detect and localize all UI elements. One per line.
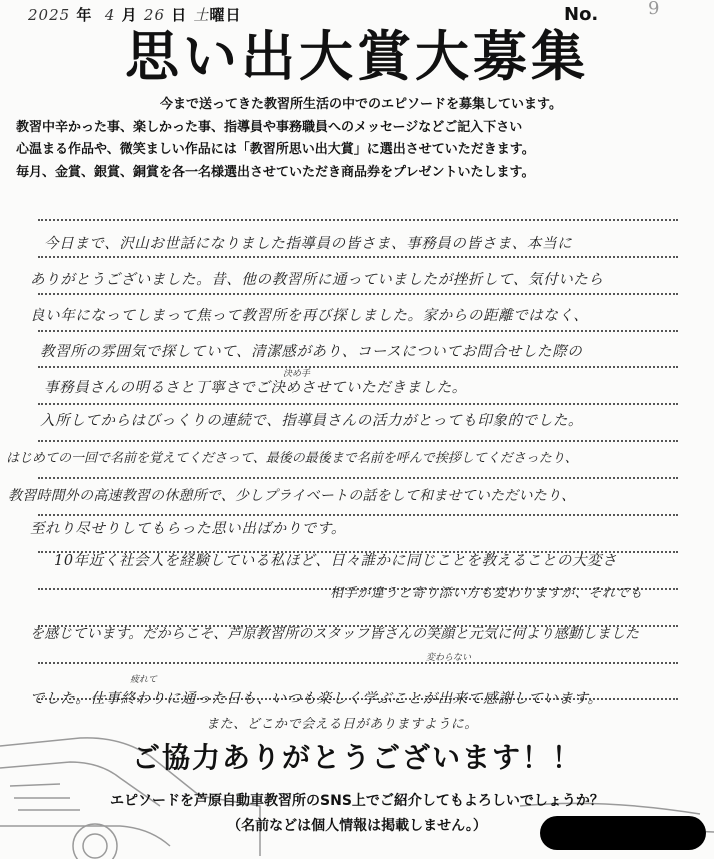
- handwritten-line: はじめての一回で名前を覚えてくださって、最後の最後まで名前を呼んで挨拶してくださったり、: [6, 451, 578, 466]
- writing-rule: [38, 662, 678, 664]
- writing-rule: [38, 219, 678, 221]
- writing-rule: [38, 366, 678, 368]
- date-weekday: 土: [193, 6, 210, 24]
- date-day: 26: [143, 6, 166, 24]
- writing-rule: [38, 293, 678, 295]
- handwritten-line: 教習所の雰囲気で探していて、清潔感があり、コースについてお問合せした際の: [40, 344, 583, 360]
- writing-rule: [38, 477, 678, 479]
- annotation-kawaranai: 変わらない: [426, 653, 472, 663]
- handwritten-line: 今日まで、沢山お世話になりました指導員の皆さま、事務員の皆さま、本当に: [44, 236, 573, 252]
- intro-text: [16, 94, 706, 184]
- date-month-kanji: 月: [121, 6, 138, 24]
- date-year-kanji: 年: [76, 6, 93, 24]
- handwritten-line: でした。仕事終わりに通った日も、いつも楽しく学ぶことが出来て感謝しています。: [30, 691, 603, 707]
- writing-rule: [38, 440, 678, 442]
- page-number: 9: [648, 0, 660, 19]
- handwritten-line: 10年近く社会人を経験している私ほど、日々誰かに同じことを教えることの大変さ: [54, 553, 618, 569]
- writing-rule: [38, 403, 678, 405]
- intro-line: 心温まる作品や、微笑ましい作品には「教習所思い出大賞」に選出させていただきます。: [16, 142, 535, 157]
- date-year: 2025: [28, 6, 71, 24]
- handwritten-line: 教習時間外の高速教習の休憩所で、少しプライベートの話をして和ませていただいたり、: [8, 488, 576, 504]
- writing-rule: [38, 256, 678, 258]
- handwritten-line: 至れり尽せりしてもらった思い出ばかりです。: [30, 521, 346, 537]
- writing-rule: [38, 514, 678, 516]
- date-line: [28, 4, 242, 25]
- annotation-kimete: 決め手: [283, 369, 311, 379]
- date-month: 4: [104, 6, 116, 24]
- page-title: 思い出大賞大募集: [125, 25, 589, 88]
- thanks-heading: ご協力ありがとうございます！！: [131, 741, 582, 774]
- redacted-signature: [540, 816, 706, 850]
- handwritten-line: を感じています。だからこそ、芦原教習所のスタッフ皆さんの笑顔と元気に何より感動しました: [30, 626, 640, 642]
- handwritten-line: 相手が違うと寄り添い方も変わりますが、それでも: [330, 586, 643, 601]
- handwritten-line: 入所してからはびっくりの連続で、指導員さんの活力がとっても印象的でした。: [40, 413, 584, 429]
- handwritten-line: 良い年になってしまって焦って教習所を再び探しました。家からの距離ではなく、: [30, 308, 589, 324]
- writing-rule: [38, 330, 678, 332]
- annotation-tsukarete: 疲れて: [130, 675, 158, 685]
- intro-line: 今まで送ってきた教習所生活の中でのエピソードを募集しています。: [160, 97, 562, 112]
- sns-question: エピソードを芦原自動車教習所のSNS上でご紹介してもよろしいでしょうか？: [110, 793, 604, 809]
- handwritten-line: 事務員さんの明るさと丁寧さでご決めさせていただきました。: [44, 380, 467, 396]
- handwritten-line: また、どこかで会える日がありますように。: [206, 717, 479, 732]
- privacy-note: （名前などは個人情報は掲載しません。）: [227, 818, 487, 834]
- date-day-kanji: 日: [171, 6, 188, 24]
- number-label: No.: [564, 4, 599, 25]
- intro-line: 毎月、金賞、銀賞、銅賞を各一名様選出させていただき商品券をプレゼントいたします。: [16, 164, 535, 180]
- handwritten-line: ありがとうございました。昔、他の教習所に通っていましたが挫折して、気付いたら: [30, 272, 604, 288]
- date-weekday-kanji: 曜日: [209, 6, 242, 24]
- intro-line: 教習中辛かった事、楽しかった事、指導員や事務職員へのメッセージなどご記入下さい: [16, 119, 523, 135]
